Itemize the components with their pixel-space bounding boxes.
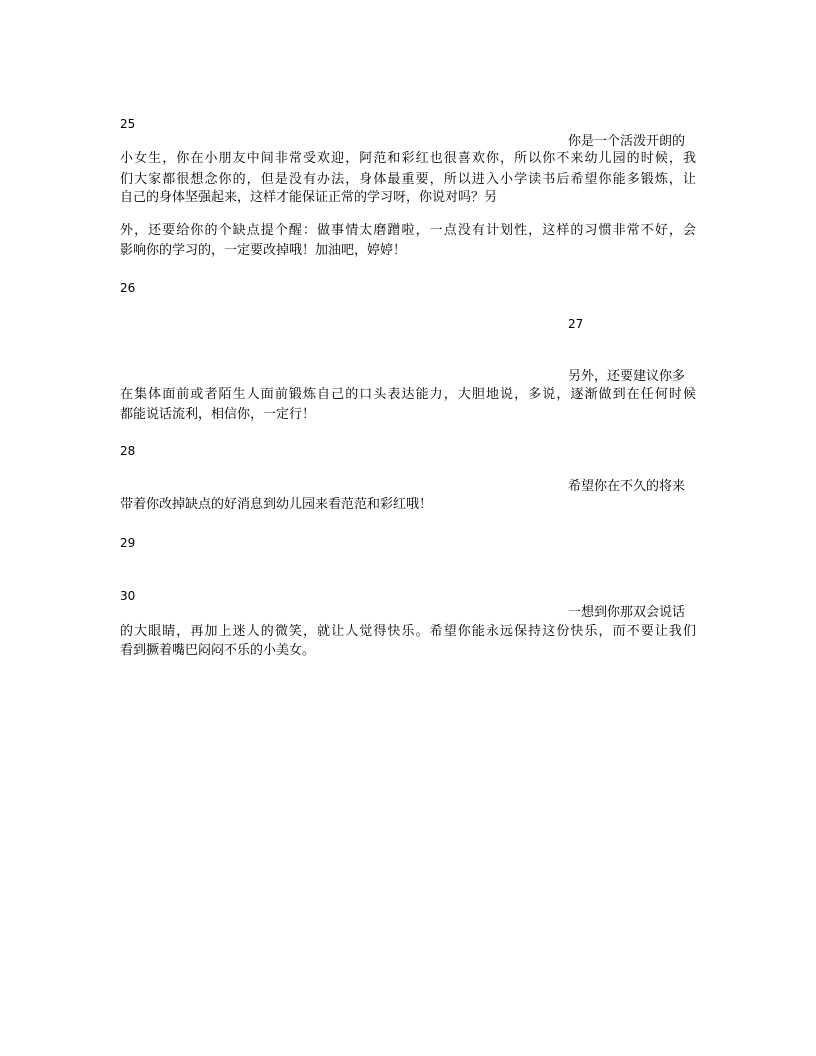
entry-text-line: 一想到你那双会说话 bbox=[568, 605, 686, 620]
entry-number: 26 bbox=[120, 281, 136, 295]
entry-text-line: 在集体面前或者陌生人面前锻炼自己的口头表达能力，大胆地说，多说，逐渐做到在任何时候 bbox=[120, 387, 696, 402]
entry-text-line: 们大家都很想念你的，但是没有办法，身体最重要，所以进入小学读书后希望你能多锻炼，让 bbox=[120, 172, 696, 187]
entry-text-line: 另外，还要建议你多 bbox=[568, 369, 686, 384]
entry-text-line: 希望你在不久的将来 bbox=[568, 479, 686, 494]
entry-text-line: 看到撅着嘴巴闷闷不乐的小美女。 bbox=[120, 643, 316, 658]
entry-number: 27 bbox=[568, 317, 584, 331]
entry-text-line: 影响你的学习的，一定要改掉哦！加油吧，婷婷！ bbox=[120, 243, 407, 258]
entry-text-line: 都能说话流利，相信你，一定行！ bbox=[120, 407, 316, 422]
entry-text-line: 小女生，你在小朋友中间非常受欢迎，阿范和彩红也很喜欢你，所以你不来幼儿园的时候，我 bbox=[120, 151, 696, 166]
entry-number: 30 bbox=[120, 589, 136, 603]
entry-text-line: 自己的身体坚强起来，这样才能保证正常的学习呀，你说对吗？另 bbox=[120, 190, 498, 205]
entry-number: 25 bbox=[120, 117, 136, 131]
entry-text-line: 的大眼睛，再加上迷人的微笑，就让人觉得快乐。希望你能永远保持这份快乐，而不要让我们 bbox=[120, 624, 696, 639]
entry-number: 28 bbox=[120, 444, 136, 458]
entry-number: 29 bbox=[120, 536, 136, 550]
entry-text-line: 带着你改掉缺点的好消息到幼儿园来看范范和彩红哦！ bbox=[120, 497, 433, 512]
entry-text-line: 你是一个活泼开朗的 bbox=[568, 134, 686, 149]
entry-text-line: 外，还要给你的个缺点提个醒：做事情太磨蹭啦，一点没有计划性，这样的习惯非常不好，会 bbox=[120, 223, 696, 238]
